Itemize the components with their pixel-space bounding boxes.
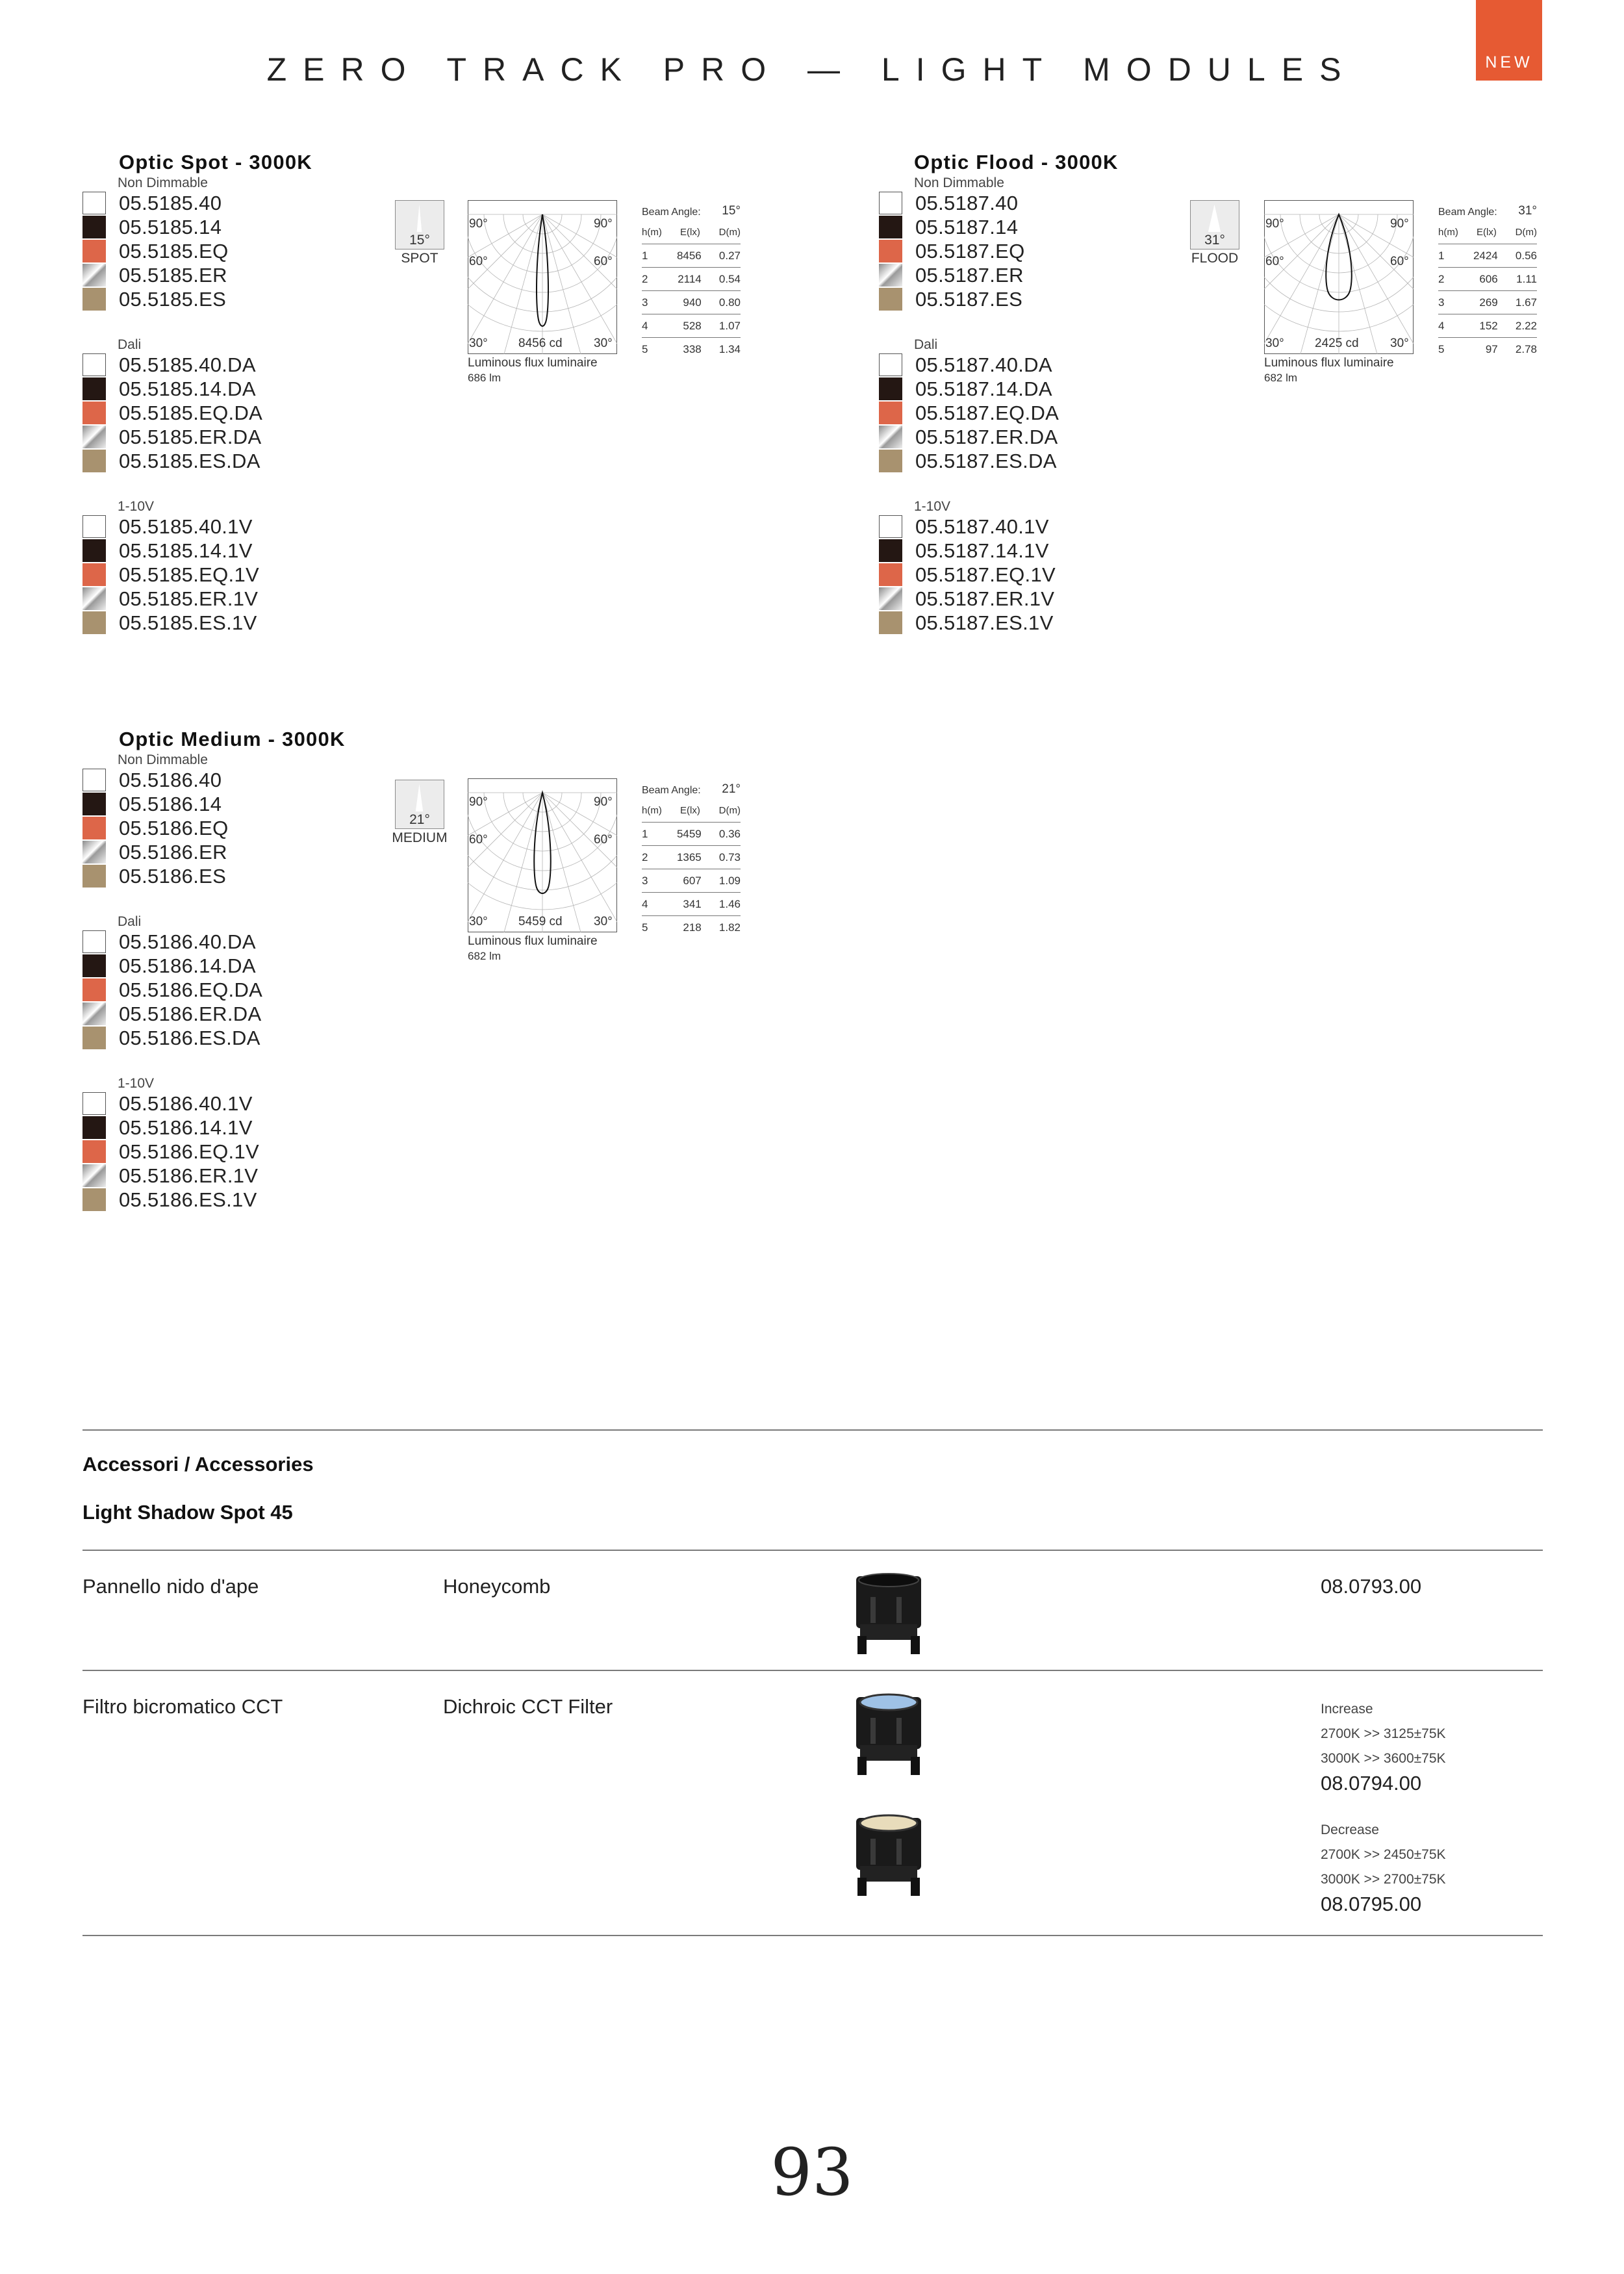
product-code: 05.5186.ER.DA <box>119 1002 262 1025</box>
angle-label: 30° <box>1265 337 1284 350</box>
angle-label: 30° <box>469 915 488 928</box>
product-code: 05.5187.14.DA <box>915 377 1052 400</box>
product-code: 05.5185.40.1V <box>119 515 253 538</box>
dichroic-blue-product-image <box>851 1692 926 1780</box>
swatch-chrome <box>879 426 902 448</box>
product-code: 05.5187.40.DA <box>915 353 1052 376</box>
group-label: 1-10V <box>118 1076 155 1091</box>
filter-spec: 2700K >> 2450±75K <box>1321 1847 1446 1862</box>
decrease-block <box>1321 1818 1446 1917</box>
swatch-sand <box>879 450 902 472</box>
beam-angle-label: Beam Angle: <box>642 207 701 218</box>
photometric-table: h(m) E(lx) D(m) 1 5459 0.36 2 1365 0.73 3 607 1.09 4 341 1.46 5 218 1.82 <box>642 799 741 939</box>
flux-label: Luminous flux luminaire <box>1264 356 1394 370</box>
swatch-sand <box>82 1188 106 1211</box>
table-row: 2 2114 0.54 <box>642 268 741 291</box>
group-label: Non Dimmable <box>118 752 208 767</box>
swatch-red <box>82 402 106 424</box>
table-row: 3 269 1.67 <box>1438 291 1537 314</box>
swatch-red <box>82 1140 106 1163</box>
product-code: 05.5187.ES.DA <box>915 449 1057 472</box>
product-code: 05.5187.ER.DA <box>915 425 1058 448</box>
table-row: 1 8456 0.27 <box>642 244 741 268</box>
swatch-white <box>82 192 106 214</box>
table-row: 2 606 1.11 <box>1438 268 1537 291</box>
product-code: 05.5185.EQ.DA <box>119 401 263 424</box>
accessory-code: 08.0795.00 <box>1321 1893 1422 1915</box>
col-header: D(m) <box>713 221 741 244</box>
swatch-chrome <box>82 587 106 610</box>
photometric-table <box>642 221 741 361</box>
filter-spec: 3000K >> 2700±75K <box>1321 1872 1446 1887</box>
angle-label: 60° <box>1265 255 1284 268</box>
product-code: 05.5185.EQ <box>119 239 229 262</box>
product-code: 05.5186.14.1V <box>119 1116 253 1139</box>
table-row: 3 940 0.80 <box>642 291 741 314</box>
code-row <box>119 239 379 263</box>
beam-angle-value: 31° <box>1518 204 1537 218</box>
product-code: 05.5186.40.DA <box>119 930 256 953</box>
swatch-white <box>82 353 106 376</box>
increase-block <box>1321 1697 1446 1796</box>
swatch-sand <box>82 450 106 472</box>
flux-label: Luminous flux luminaire <box>468 356 598 370</box>
angle-label: 60° <box>594 833 613 847</box>
swatch-black <box>82 539 106 562</box>
swatch-chrome <box>879 264 902 287</box>
product-code: 05.5186.ES.DA <box>119 1026 260 1049</box>
swatch-sand <box>82 865 106 888</box>
table-row: 4 341 1.46 <box>642 893 741 916</box>
swatch-black <box>82 793 106 815</box>
swatch-black <box>82 1116 106 1139</box>
spot-polar-diagram <box>468 200 617 384</box>
group-label: Non Dimmable <box>118 175 208 190</box>
product-code: 05.5186.EQ <box>119 816 229 839</box>
swatch-black <box>82 954 106 977</box>
swatch-red <box>879 563 902 586</box>
product-code: 05.5186.40 <box>119 768 222 791</box>
beam-type: FLOOD <box>1191 251 1239 266</box>
product-code: 05.5187.ER <box>915 263 1024 287</box>
group-label: Dali <box>914 337 938 352</box>
angle-label: 30° <box>469 337 488 350</box>
swatch-black <box>82 377 106 400</box>
optic-flood-section <box>878 151 1175 635</box>
product-code: 05.5185.40 <box>119 191 222 214</box>
optic-spot-section <box>82 151 379 635</box>
flood-polar-diagram <box>1264 200 1414 384</box>
swatch-chrome <box>82 264 106 287</box>
code-row <box>119 215 379 239</box>
dichroic-warm-product-image <box>851 1813 926 1900</box>
spot-photometric-table <box>642 199 741 361</box>
product-code: 05.5186.ER.1V <box>119 1164 259 1187</box>
product-code: 05.5185.14.1V <box>119 539 253 562</box>
peak-candela: 8456 cd <box>518 337 563 350</box>
new-badge: NEW <box>1476 0 1542 81</box>
angle-label: 60° <box>1390 255 1409 268</box>
group-label: Dali <box>118 914 142 929</box>
swatch-white <box>82 930 106 953</box>
product-code: 05.5186.40.1V <box>119 1092 253 1115</box>
group-label: Non Dimmable <box>914 175 1004 190</box>
table-row: 3 607 1.09 <box>642 869 741 893</box>
beam-angle-value: 15° <box>722 204 741 218</box>
product-code: 05.5185.ES.DA <box>119 449 260 472</box>
product-code: 05.5185.ER.DA <box>119 425 262 448</box>
filter-spec: 2700K >> 3125±75K <box>1321 1726 1446 1741</box>
table-row: 5 97 2.78 <box>1438 342 1537 355</box>
flux-value: 686 lm <box>468 372 501 384</box>
flux-value: 682 lm <box>1264 372 1298 384</box>
product-code: 05.5186.EQ.1V <box>119 1140 260 1163</box>
swatch-white <box>879 192 902 214</box>
product-code: 05.5187.EQ <box>915 239 1025 262</box>
peak-candela: 2425 cd <box>1315 337 1359 350</box>
optic-title: Optic Flood - 3000K <box>914 151 1119 173</box>
angle-label: 30° <box>594 915 613 928</box>
divider <box>82 1935 1543 1936</box>
swatch-black <box>879 216 902 238</box>
table-row: 2 1365 0.73 <box>642 846 741 869</box>
angle-label: 90° <box>594 795 613 809</box>
swatch-black <box>879 539 902 562</box>
product-code: 05.5185.ES <box>119 287 227 311</box>
swatch-chrome <box>82 426 106 448</box>
product-code: 05.5187.ES.1V <box>915 611 1054 634</box>
product-code: 05.5187.14.1V <box>915 539 1049 562</box>
product-code: 05.5186.EQ.DA <box>119 978 263 1001</box>
accessories-heading: Accessori / Accessories <box>82 1453 314 1476</box>
angle-label: 60° <box>469 255 488 268</box>
swatch-chrome <box>82 841 106 863</box>
accessory-name-it: Filtro bicromatico CCT <box>82 1695 283 1718</box>
swatch-white <box>879 515 902 538</box>
swatch-chrome <box>82 1003 106 1025</box>
medium-photometric-table <box>642 777 741 939</box>
angle-label: 60° <box>469 833 488 847</box>
beam-type: MEDIUM <box>392 830 448 845</box>
code-row <box>119 191 379 215</box>
angle-label: 90° <box>469 217 488 231</box>
accessory-code: 08.0794.00 <box>1321 1772 1422 1795</box>
spot-beam-icon-block <box>395 200 455 266</box>
swatch-red <box>82 240 106 262</box>
swatch-white <box>879 353 902 376</box>
product-code: 05.5186.ES <box>119 864 227 888</box>
swatch-red <box>82 817 106 839</box>
angle-label: 30° <box>594 337 613 350</box>
code-row <box>119 287 379 311</box>
swatch-red <box>879 402 902 424</box>
filter-direction: Increase <box>1321 1702 1373 1717</box>
code-row <box>119 263 379 287</box>
swatch-chrome <box>879 587 902 610</box>
swatch-white <box>82 769 106 791</box>
beam-angle-label: Beam Angle: <box>1438 207 1497 218</box>
divider <box>82 1429 1543 1431</box>
flood-photometric-table <box>1438 199 1537 361</box>
product-code: 05.5187.EQ.DA <box>915 401 1059 424</box>
group-label: 1-10V <box>118 499 155 514</box>
optic-medium-section <box>82 728 379 1212</box>
divider <box>82 1670 1543 1671</box>
beam-degree: 21° <box>409 812 430 827</box>
group-label: Dali <box>118 337 142 352</box>
filter-direction: Decrease <box>1321 1822 1379 1837</box>
swatch-sand <box>879 288 902 311</box>
filter-spec: 3000K >> 3600±75K <box>1321 1751 1446 1766</box>
swatch-red <box>82 978 106 1001</box>
product-code: 05.5185.ER.1V <box>119 587 259 610</box>
group-label: 1-10V <box>914 499 951 514</box>
peak-candela: 5459 cd <box>518 915 563 928</box>
accessories-subheading: Light Shadow Spot 45 <box>82 1501 293 1524</box>
medium-polar-diagram <box>468 778 617 962</box>
swatch-chrome <box>82 1164 106 1187</box>
beam-degree: 31° <box>1204 233 1225 248</box>
table-row: 5 218 1.82 <box>642 921 741 934</box>
table-row: 1 2424 0.56 <box>1438 244 1537 268</box>
accessory-name-en: Dichroic CCT Filter <box>443 1695 613 1718</box>
beam-angle-value: 21° <box>722 782 741 796</box>
divider <box>82 1550 1543 1551</box>
page-title: ZERO TRACK PRO — LIGHT MODULES <box>266 51 1358 88</box>
table-row: 4 528 1.07 <box>642 314 741 338</box>
table-row: 1 5459 0.36 <box>642 823 741 846</box>
honeycomb-product-image <box>851 1571 926 1659</box>
swatch-white <box>82 515 106 538</box>
flux-label: Luminous flux luminaire <box>468 934 598 948</box>
angle-label: 90° <box>1390 217 1409 231</box>
beam-degree: 15° <box>409 233 430 248</box>
angle-label: 60° <box>594 255 613 268</box>
flux-value: 682 lm <box>468 950 501 962</box>
page-number: 93 <box>770 2134 854 2210</box>
col-header: E(lx) <box>667 221 713 244</box>
beam-angle-label: Beam Angle: <box>642 785 701 796</box>
accessory-name-en: Honeycomb <box>443 1575 551 1598</box>
product-code: 05.5186.14 <box>119 792 222 815</box>
swatch-sand <box>879 611 902 634</box>
swatch-white <box>82 1092 106 1115</box>
angle-label: 90° <box>1265 217 1284 231</box>
product-code: 05.5186.ER <box>119 840 227 863</box>
table-row: 4 152 2.22 <box>1438 314 1537 338</box>
product-code: 05.5187.14 <box>915 215 1019 238</box>
swatch-sand <box>82 611 106 634</box>
product-code: 05.5185.14 <box>119 215 222 238</box>
swatch-black <box>879 377 902 400</box>
accessory-name-it: Pannello nido d'ape <box>82 1575 259 1598</box>
product-code: 05.5187.ES <box>915 287 1023 311</box>
swatch-black <box>82 216 106 238</box>
product-code: 05.5186.ES.1V <box>119 1188 257 1211</box>
swatch-sand <box>82 288 106 311</box>
medium-beam-icon-block <box>392 780 455 846</box>
optic-title: Optic Medium - 3000K <box>119 728 346 750</box>
swatch-sand <box>82 1027 106 1049</box>
table-row: 5 338 1.34 <box>642 342 741 355</box>
product-code: 05.5187.40.1V <box>915 515 1049 538</box>
swatch-red <box>82 563 106 586</box>
col-header: h(m) <box>642 221 667 244</box>
flood-beam-icon-block <box>1190 200 1250 266</box>
accessory-code: 08.0793.00 <box>1321 1575 1422 1598</box>
product-code: 05.5185.ES.1V <box>119 611 257 634</box>
product-code: 05.5186.14.DA <box>119 954 256 977</box>
product-code: 05.5185.14.DA <box>119 377 256 400</box>
product-code: 05.5187.ER.1V <box>915 587 1055 610</box>
product-code: 05.5185.ER <box>119 263 227 287</box>
angle-label: 30° <box>1390 337 1409 350</box>
product-code: 05.5185.40.DA <box>119 353 256 376</box>
photometric-table: h(m) E(lx) D(m) 1 2424 0.56 2 606 1.11 3 269 1.67 4 152 2.22 5 97 2.78 <box>1438 221 1537 361</box>
angle-label: 90° <box>469 795 488 809</box>
angle-label: 90° <box>594 217 613 231</box>
beam-type: SPOT <box>401 251 438 266</box>
optic-title: Optic Spot - 3000K <box>119 151 312 173</box>
product-code: 05.5185.EQ.1V <box>119 563 260 586</box>
product-code: 05.5187.EQ.1V <box>915 563 1056 586</box>
product-code: 05.5187.40 <box>915 191 1019 214</box>
swatch-red <box>879 240 902 262</box>
